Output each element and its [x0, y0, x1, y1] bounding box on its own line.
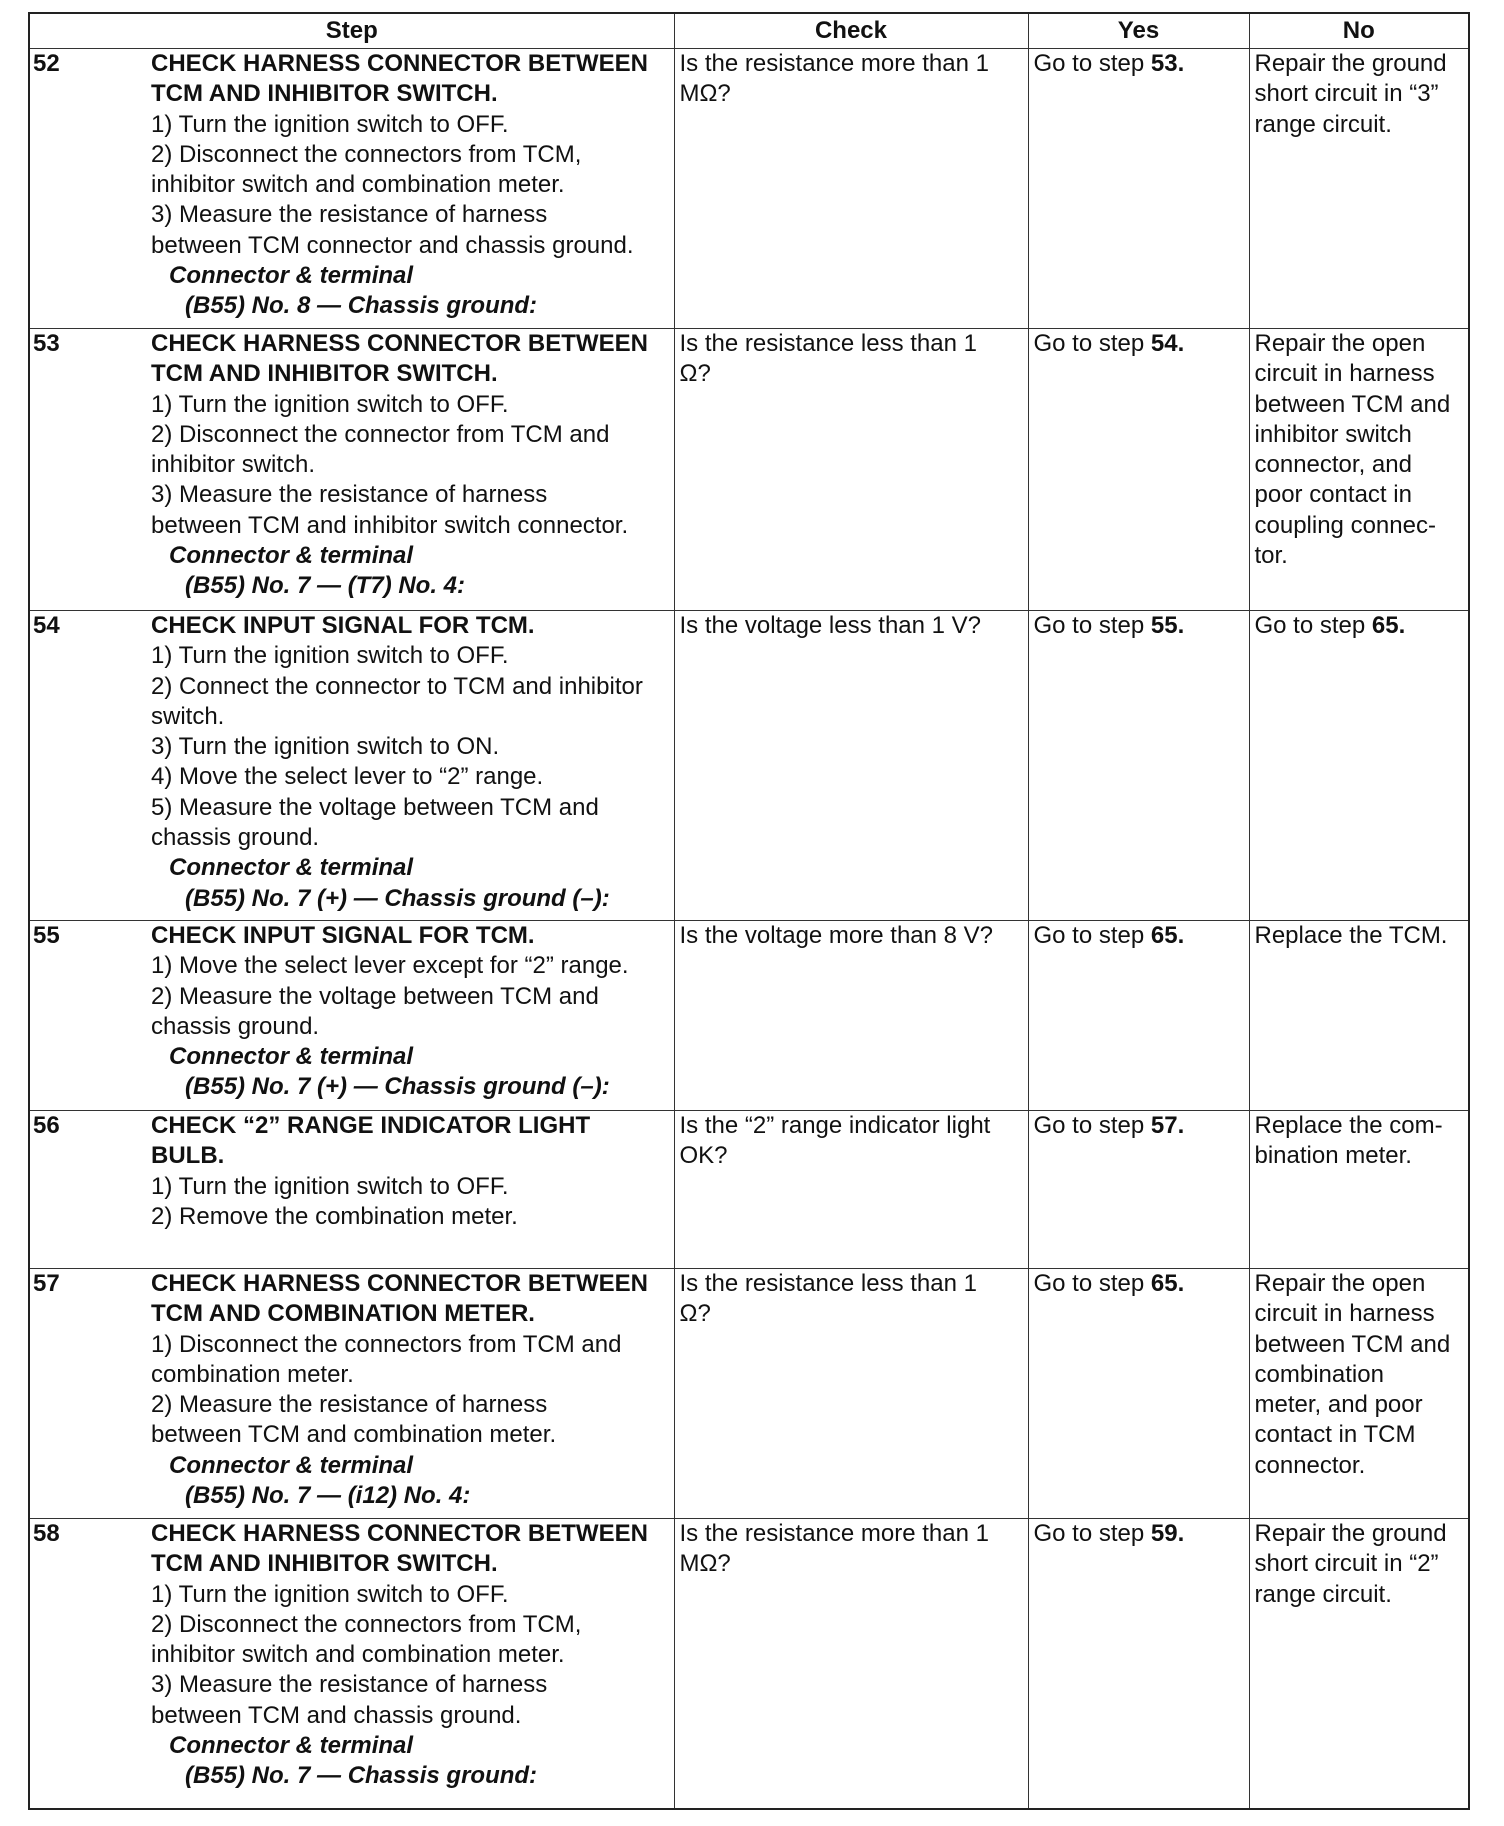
yes-cell	[1028, 1111, 1249, 1269]
no-action: bination meter.	[1254, 1142, 1412, 1170]
step-body	[151, 611, 670, 914]
no-action: between TCM and	[1254, 1330, 1451, 1358]
check-question: Is the resistance more than 1	[679, 50, 989, 77]
connector-terminal-value: (B55) No. 7 — (i12) No. 4:	[185, 1482, 471, 1510]
step-body	[151, 329, 670, 602]
table-row	[29, 921, 1469, 1111]
step-instruction: 2) Remove the combination meter.	[151, 1202, 518, 1230]
step-instruction: 1) Turn the ignition switch to OFF.	[151, 1172, 509, 1200]
yes-text: Go to step	[1033, 922, 1151, 949]
header-no: No	[1249, 13, 1469, 49]
no-cell	[1249, 1111, 1469, 1269]
check-question: Ω?	[679, 1300, 711, 1328]
no-action: combination	[1254, 1360, 1384, 1388]
step-body	[151, 921, 670, 1103]
no-action: Replace the TCM.	[1254, 922, 1448, 949]
step-instruction: between TCM and inhibitor switch connector.	[151, 511, 629, 539]
check-cell	[674, 329, 1028, 611]
step-title: CHECK HARNESS CONNECTOR BETWEEN	[151, 1270, 648, 1297]
check-cell	[674, 611, 1028, 921]
no-action: range circuit.	[1254, 1580, 1392, 1608]
check-cell	[674, 1519, 1028, 1809]
no-cell	[1249, 921, 1469, 1111]
check-cell	[674, 921, 1028, 1111]
yes-step-ref: 65.	[1150, 1270, 1185, 1297]
no-step-ref: 65.	[1371, 612, 1406, 639]
yes-cell	[1028, 611, 1249, 921]
no-action: connector, and	[1254, 451, 1412, 479]
step-cell	[29, 611, 674, 921]
table-row	[29, 1519, 1469, 1809]
no-cell	[1249, 611, 1469, 921]
yes-step-ref: 65.	[1150, 922, 1185, 949]
yes-cell	[1028, 921, 1249, 1111]
no-action: tor.	[1254, 542, 1288, 570]
step-instruction: 1) Disconnect the connectors from TCM and	[151, 1330, 622, 1358]
step-number: 54	[33, 612, 60, 639]
table-row	[29, 1111, 1469, 1269]
step-instruction: chassis ground.	[151, 1012, 320, 1040]
step-cell	[29, 329, 674, 611]
no-action: short circuit in “2”	[1254, 1550, 1439, 1578]
yes-step-ref: 57.	[1150, 1112, 1185, 1139]
step-instruction: inhibitor switch.	[151, 451, 316, 479]
no-cell	[1249, 329, 1469, 611]
yes-step-ref: 53.	[1150, 50, 1185, 77]
check-question: Is the resistance more than 1	[679, 1520, 989, 1547]
yes-step-ref: 59.	[1150, 1520, 1185, 1547]
connector-terminal-value: (B55) No. 7 (+) — Chassis ground (–):	[185, 884, 610, 912]
step-instruction: 2) Disconnect the connector from TCM and	[151, 420, 610, 448]
step-body	[151, 1111, 670, 1232]
step-title: CHECK HARNESS CONNECTOR BETWEEN	[151, 50, 648, 77]
step-cell	[29, 921, 674, 1111]
step-number: 58	[33, 1520, 60, 1547]
no-cell	[1249, 1269, 1469, 1519]
step-title: CHECK INPUT SIGNAL FOR TCM.	[151, 922, 535, 949]
header-row	[29, 13, 1469, 49]
no-action: coupling connec-	[1254, 511, 1436, 539]
step-instruction: 3) Turn the ignition switch to ON.	[151, 733, 500, 761]
yes-text: Go to step	[1033, 1112, 1151, 1139]
header-yes: Yes	[1028, 13, 1249, 49]
connector-terminal-label: Connector & terminal	[169, 1451, 414, 1479]
check-cell	[674, 1111, 1028, 1269]
step-title: TCM AND INHIBITOR SWITCH.	[151, 80, 498, 108]
no-action: Replace the com-	[1254, 1112, 1443, 1139]
step-instruction: 3) Measure the resistance of harness	[151, 201, 548, 229]
connector-terminal-label: Connector & terminal	[169, 262, 414, 290]
step-title: TCM AND INHIBITOR SWITCH.	[151, 360, 498, 388]
step-number: 57	[33, 1270, 60, 1297]
no-action: Repair the ground	[1254, 50, 1447, 77]
yes-step-ref: 55.	[1150, 612, 1185, 639]
no-action: Repair the open	[1254, 330, 1426, 357]
step-number: 52	[33, 50, 60, 77]
step-number: 56	[33, 1112, 60, 1139]
step-instruction: 3) Measure the resistance of harness	[151, 1671, 548, 1699]
step-title: CHECK HARNESS CONNECTOR BETWEEN	[151, 1520, 648, 1547]
step-body	[151, 1519, 670, 1792]
connector-terminal-label: Connector & terminal	[169, 542, 414, 570]
yes-cell	[1028, 329, 1249, 611]
yes-text: Go to step	[1033, 1270, 1151, 1297]
no-action: inhibitor switch	[1254, 420, 1412, 448]
no-action: range circuit.	[1254, 110, 1392, 138]
connector-terminal-value: (B55) No. 7 — Chassis ground:	[185, 1762, 538, 1790]
diagnostic-table	[28, 12, 1470, 1810]
connector-terminal-label: Connector & terminal	[169, 1043, 414, 1071]
step-number: 55	[33, 922, 60, 949]
step-title: TCM AND COMBINATION METER.	[151, 1300, 535, 1328]
step-title: CHECK HARNESS CONNECTOR BETWEEN	[151, 330, 648, 357]
no-action: connector.	[1254, 1451, 1366, 1479]
step-instruction: 1) Turn the ignition switch to OFF.	[151, 1580, 509, 1608]
step-instruction: switch.	[151, 702, 225, 730]
step-instruction: chassis ground.	[151, 824, 320, 852]
step-instruction: 2) Measure the resistance of harness	[151, 1391, 548, 1419]
check-cell	[674, 49, 1028, 329]
step-instruction: between TCM and combination meter.	[151, 1421, 557, 1449]
step-instruction: between TCM connector and chassis ground.	[151, 231, 634, 259]
check-question: OK?	[679, 1142, 728, 1170]
check-question: MΩ?	[679, 1550, 731, 1578]
step-instruction: 2) Disconnect the connectors from TCM,	[151, 140, 582, 168]
yes-text: Go to step	[1033, 330, 1151, 357]
check-question: Is the resistance less than 1	[679, 330, 977, 357]
connector-terminal-value: (B55) No. 7 (+) — Chassis ground (–):	[185, 1073, 610, 1101]
step-instruction: 5) Measure the voltage between TCM and	[151, 793, 599, 821]
table-row	[29, 49, 1469, 329]
connector-terminal-label: Connector & terminal	[169, 854, 414, 882]
header-check: Check	[674, 13, 1028, 49]
no-cell	[1249, 1519, 1469, 1809]
step-instruction: 3) Measure the resistance of harness	[151, 481, 548, 509]
connector-terminal-label: Connector & terminal	[169, 1732, 414, 1760]
step-instruction: 1) Turn the ignition switch to OFF.	[151, 642, 509, 670]
step-cell	[29, 49, 674, 329]
yes-text: Go to step	[1033, 50, 1151, 77]
step-title: CHECK INPUT SIGNAL FOR TCM.	[151, 612, 535, 639]
step-instruction: 4) Move the select lever to “2” range.	[151, 763, 544, 791]
no-action: circuit in harness	[1254, 1300, 1435, 1328]
step-instruction: 2) Measure the voltage between TCM and	[151, 982, 599, 1010]
connector-terminal-value: (B55) No. 7 — (T7) No. 4:	[185, 572, 466, 600]
step-instruction: 1) Move the select lever except for “2” range.	[151, 952, 629, 980]
no-action: between TCM and	[1254, 390, 1451, 418]
check-question: Is the “2” range indicator light	[679, 1112, 991, 1139]
check-question: Is the resistance less than 1	[679, 1270, 977, 1297]
check-question: MΩ?	[679, 80, 731, 108]
step-instruction: combination meter.	[151, 1360, 354, 1388]
no-action: short circuit in “3”	[1254, 80, 1439, 108]
step-cell	[29, 1519, 674, 1809]
step-body	[151, 49, 670, 322]
step-instruction: inhibitor switch and combination meter.	[151, 171, 565, 199]
step-instruction: inhibitor switch and combination meter.	[151, 1641, 565, 1669]
step-title: CHECK “2” RANGE INDICATOR LIGHT	[151, 1112, 591, 1139]
yes-cell	[1028, 1519, 1249, 1809]
step-instruction: 1) Turn the ignition switch to OFF.	[151, 110, 509, 138]
step-number: 53	[33, 330, 60, 357]
yes-step-ref: 54.	[1150, 330, 1185, 357]
check-question: Ω?	[679, 360, 711, 388]
yes-text: Go to step	[1033, 612, 1151, 639]
step-title: TCM AND INHIBITOR SWITCH.	[151, 1550, 498, 1578]
no-text: Go to step	[1254, 612, 1372, 639]
step-instruction: 2) Disconnect the connectors from TCM,	[151, 1610, 582, 1638]
no-cell	[1249, 49, 1469, 329]
step-cell	[29, 1111, 674, 1269]
check-question: Is the voltage less than 1 V?	[679, 612, 982, 639]
no-action: Repair the ground	[1254, 1520, 1447, 1547]
step-instruction: between TCM and chassis ground.	[151, 1701, 522, 1729]
check-cell	[674, 1269, 1028, 1519]
check-question: Is the voltage more than 8 V?	[679, 922, 994, 949]
no-action: Repair the open	[1254, 1270, 1426, 1297]
table-row	[29, 1269, 1469, 1519]
step-instruction: 2) Connect the connector to TCM and inhibitor	[151, 672, 643, 700]
no-action: poor contact in	[1254, 481, 1412, 509]
yes-cell	[1028, 1269, 1249, 1519]
header-step: Step	[29, 13, 674, 49]
no-action: meter, and poor	[1254, 1391, 1423, 1419]
table-row	[29, 329, 1469, 611]
connector-terminal-value: (B55) No. 8 — Chassis ground:	[185, 292, 538, 320]
step-instruction: 1) Turn the ignition switch to OFF.	[151, 390, 509, 418]
no-action: circuit in harness	[1254, 360, 1435, 388]
table-row	[29, 611, 1469, 921]
no-action: contact in TCM	[1254, 1421, 1416, 1449]
step-cell	[29, 1269, 674, 1519]
yes-cell	[1028, 49, 1249, 329]
step-title: BULB.	[151, 1142, 225, 1170]
step-body	[151, 1269, 670, 1511]
yes-text: Go to step	[1033, 1520, 1151, 1547]
